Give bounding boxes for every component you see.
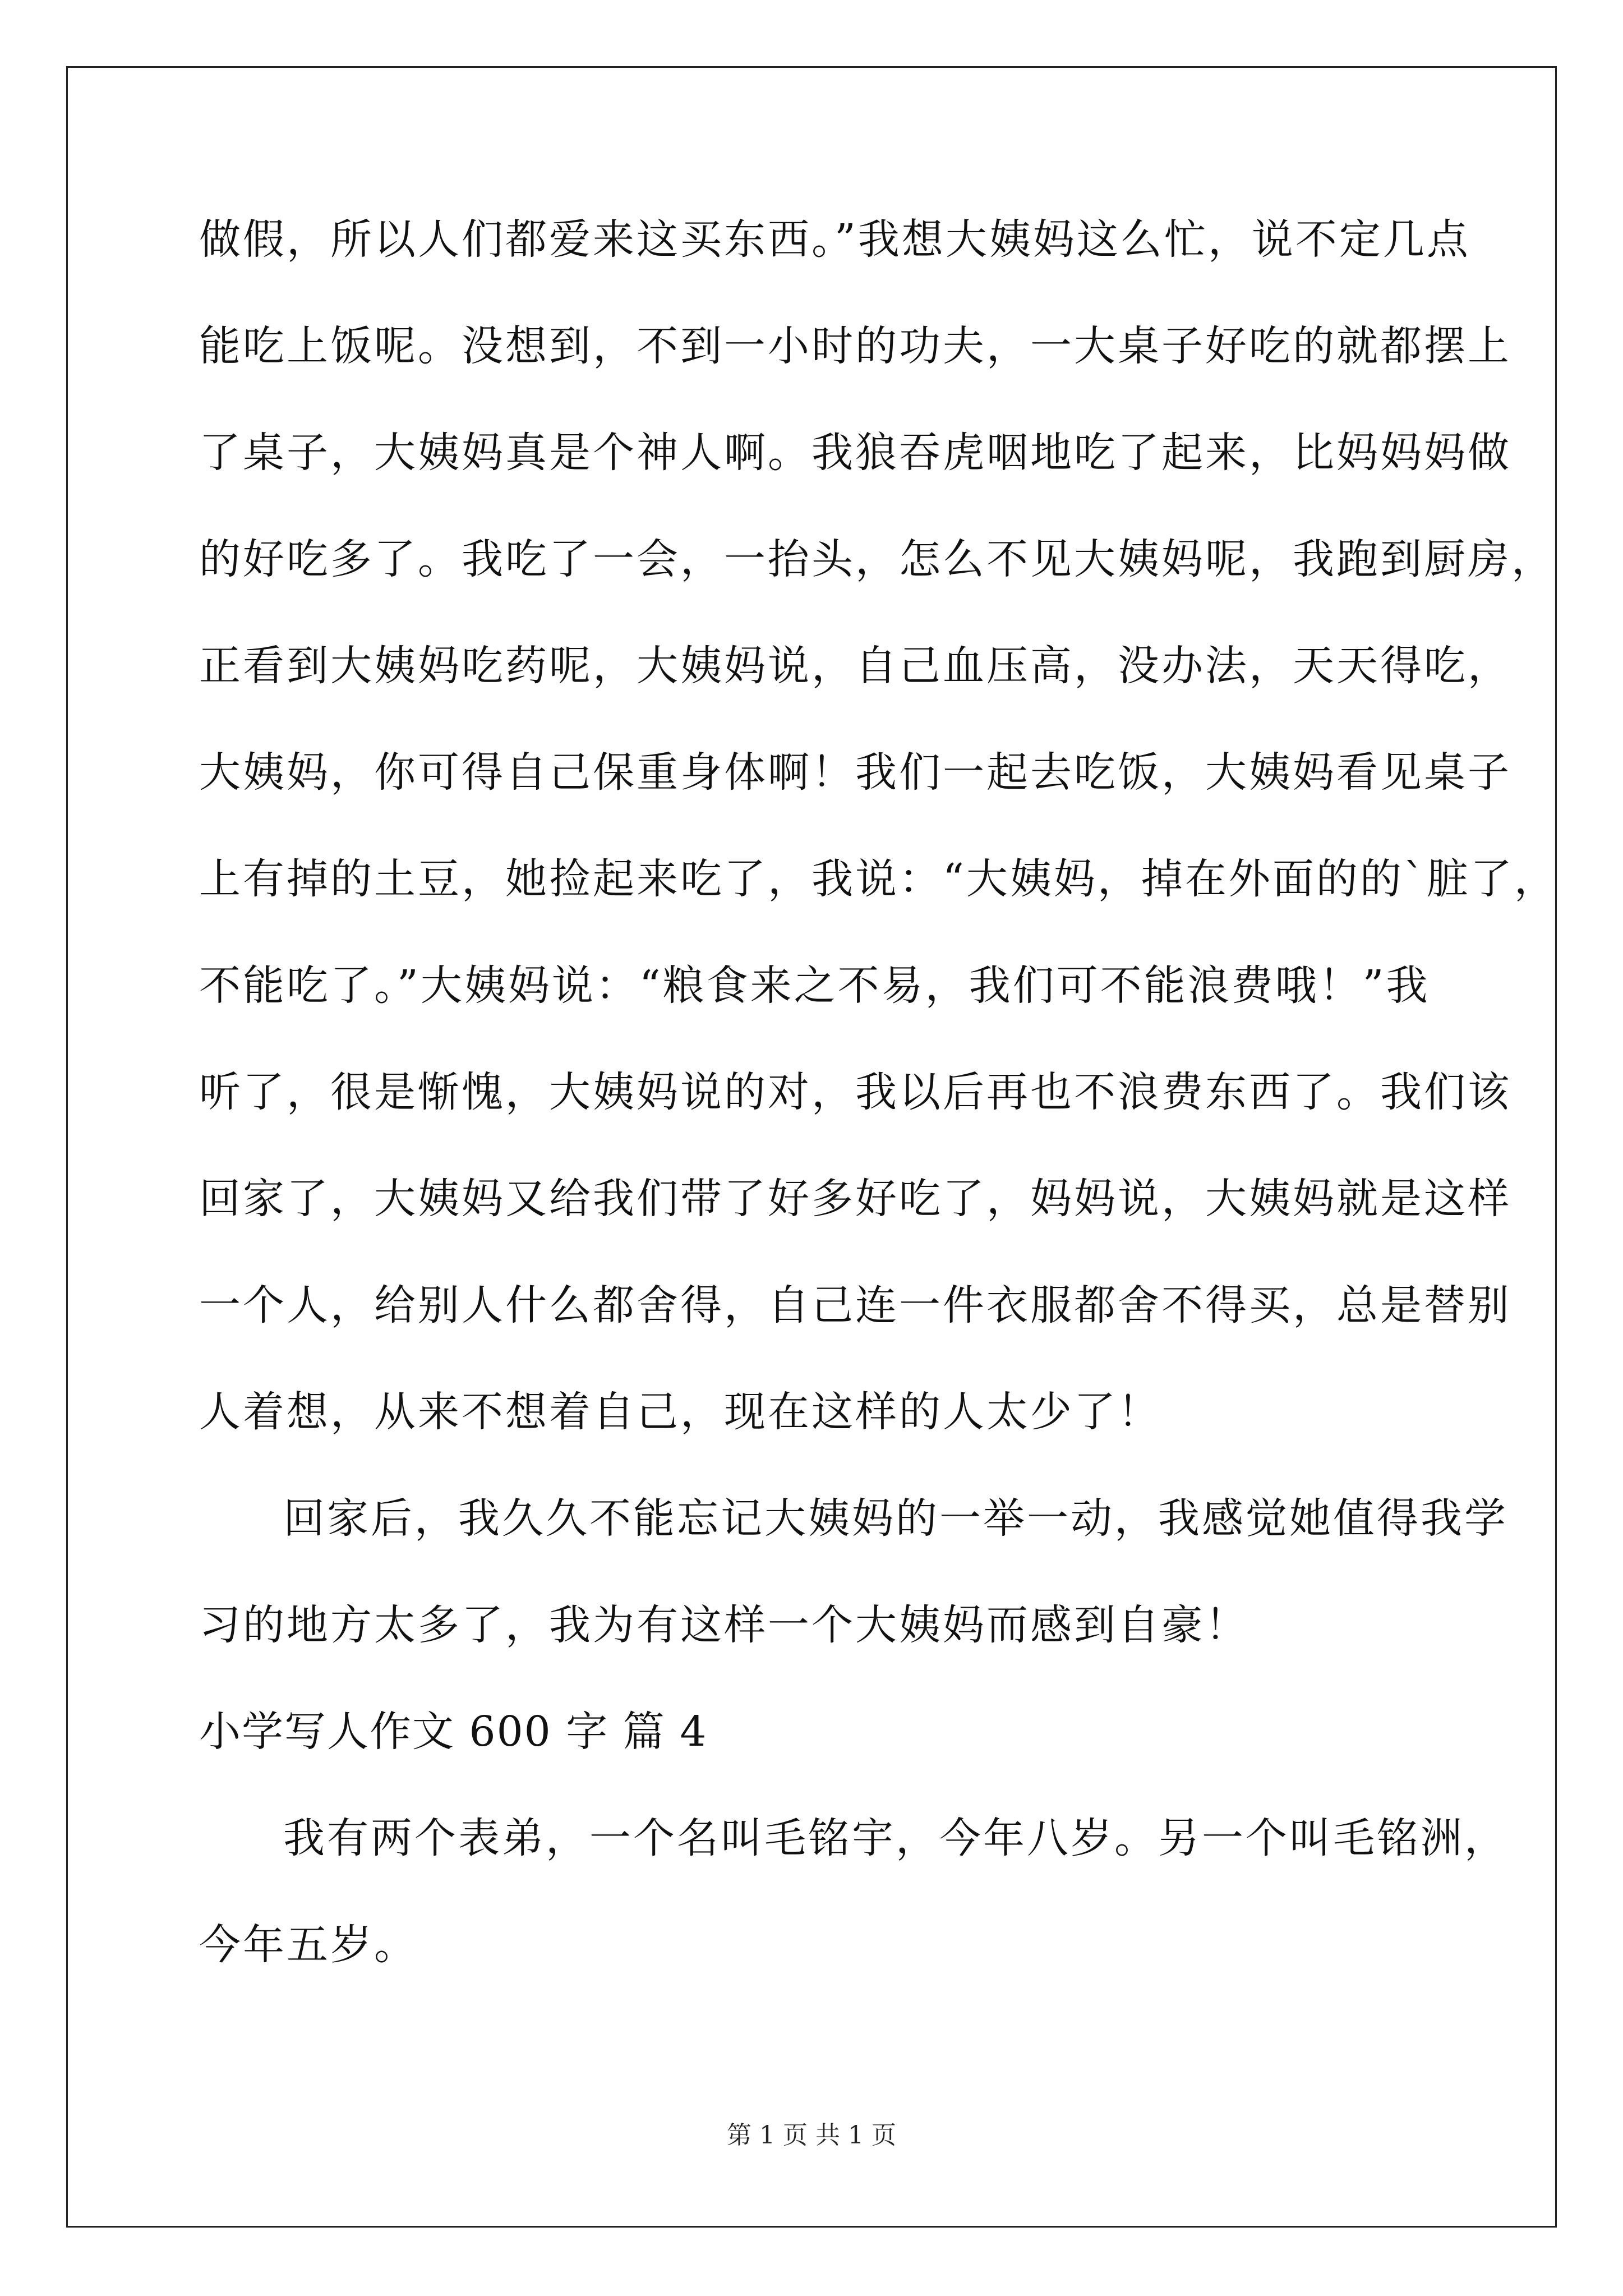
text-line: 人着想，从来不想着自己，现在这样的人太少了！ xyxy=(199,1388,1161,1436)
text-line: 正看到大姨妈吃药呢，大姨妈说，自己血压高，没办法，天天得吃， xyxy=(199,642,1511,690)
paragraph-start-line: 我有两个表弟，一个名叫毛铭宇，今年八岁。另一个叫毛铭洲， xyxy=(283,1814,1508,1862)
paragraph-start-line: 回家后，我久久不能忘记大姨妈的一举一动，我感觉她值得我学 xyxy=(283,1494,1508,1543)
text-line: 上有掉的土豆，她捡起来吃了，我说：“大姨妈，掉在外面的的`脏了， xyxy=(199,855,1558,903)
text-line: 不能吃了。”大姨妈说：“粮食来之不易，我们可不能浪费哦！”我 xyxy=(199,961,1430,1010)
document-body xyxy=(199,213,1558,2025)
text-line: 了桌子，大姨妈真是个神人啊。我狼吞虎咽地吃了起来，比妈妈妈做 xyxy=(199,429,1511,477)
text-line: 大姨妈，你可得自己保重身体啊！我们一起去吃饭，大姨妈看见桌子 xyxy=(199,748,1511,797)
text-line: 听了，很是惭愧，大姨妈说的对，我以后再也不浪费东西了。我们该 xyxy=(199,1068,1511,1116)
text-line: 的好吃多了。我吃了一会，一抬头，怎么不见大姨妈呢，我跑到厨房， xyxy=(199,535,1555,583)
text-line: 做假，所以人们都爱来这买东西。”我想大姨妈这么忙，说不定几点 xyxy=(199,215,1470,264)
text-line: 习的地方太多了，我为有这样一个大姨妈而感到自豪！ xyxy=(199,1601,1249,1649)
text-line: 回家了，大姨妈又给我们带了好多好吃了，妈妈说，大姨妈就是这样 xyxy=(199,1175,1511,1223)
text-line: 今年五岁。 xyxy=(199,1921,418,1969)
text-line: 一个人，给别人什么都舍得，自己连一件衣服都舍不得买，总是替别 xyxy=(199,1281,1511,1329)
text-line: 能吃上饭呢。没想到，不到一小时的功夫，一大桌子好吃的就都摆上 xyxy=(199,322,1511,370)
section-heading: 小学写人作文 600 字 篇 4 xyxy=(199,1708,708,1756)
page-footer: 第 1 页 共 1 页 xyxy=(727,2121,896,2150)
